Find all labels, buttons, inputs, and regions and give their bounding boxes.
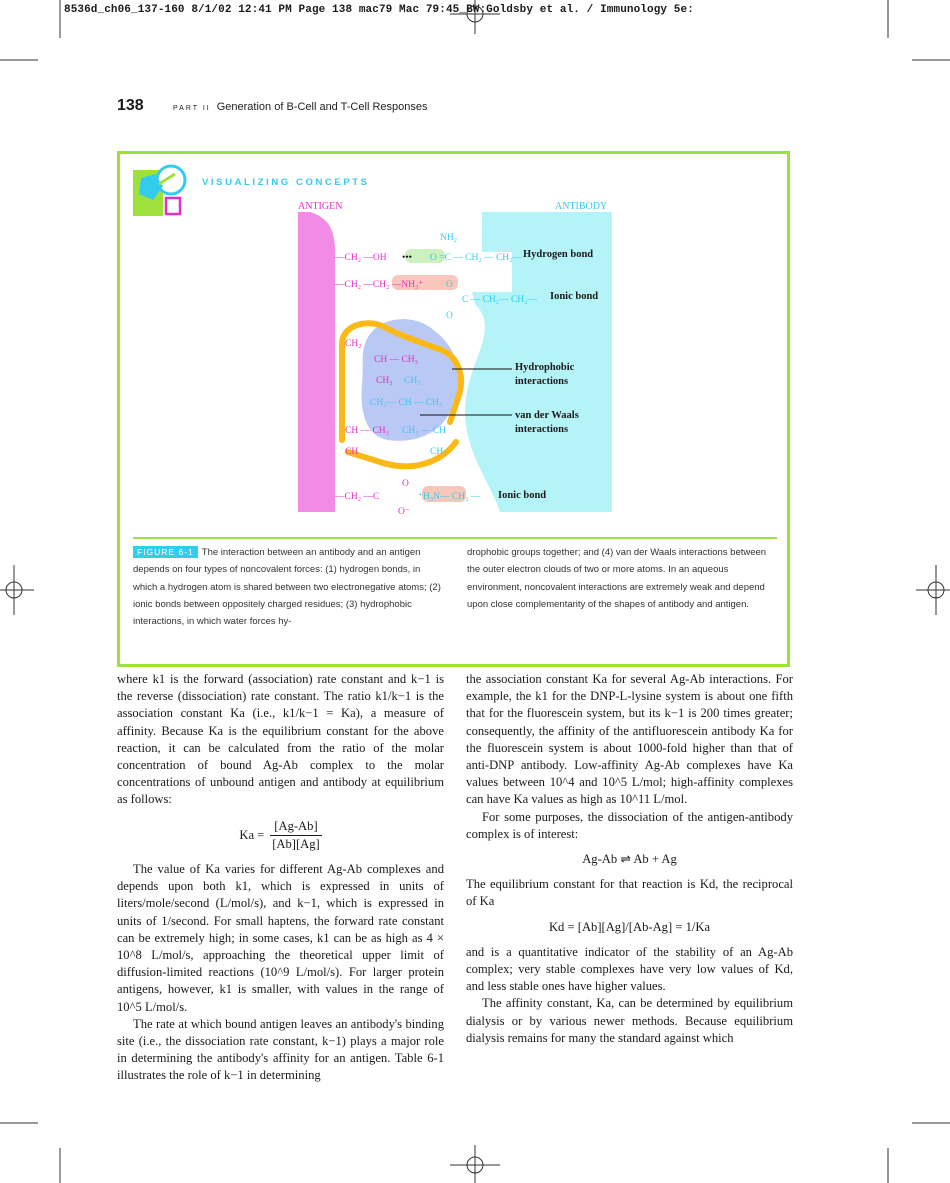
caption-right: drophobic groups together; and (4) van der Waals interactions between the outer electron clouds of two or more atoms. In an aqueous environment, noncovalent interactions are extremely weak and depend upon close complementarity of the shapes of antibody and antigen. <box>467 547 767 610</box>
right-paragraph-5: The affinity constant, Ka, can be determined by equilibrium dialysis or by various newer methods. Because equilibrium dialysis remains for many the standard against which <box>466 996 793 1045</box>
antibody-label: ANTIBODY <box>555 201 608 212</box>
ionic-bond-label-2: Ionic bond <box>498 490 547 501</box>
body-left-column <box>117 671 444 1085</box>
visualizing-concepts-banner: VISUALIZING CONCEPTS <box>202 177 370 188</box>
right-paragraph-1: the association constant Ka for several Ag-Ab interactions. For example, the k1 for the DNP-L-lysine system is about one fifth that for the fluorescein system, but its k−1 is 200 times greater; consequently, the affinity of the antifluorescein antibody Ka for the fluorescein system is about 1000-fold higher than that of anti-DNP antibody. Low-affinity Ag-Ab complexes have Ka values between 10^4 and 10^5 L/mol; high-affinity complexes can have Ka values as high as 10^11 L/mol. <box>466 672 793 807</box>
running-head-title: Generation of B-Cell and T-Cell Responses <box>216 101 428 113</box>
svg-text:CH₃: CH₃ <box>404 376 421 386</box>
svg-text:CH: CH <box>345 447 359 457</box>
equation-dissociation: Ag-Ab ⇌ Ab + Ag <box>582 852 677 867</box>
figure-label: FIGURE 6-1 <box>133 546 198 558</box>
running-head <box>173 101 427 113</box>
ionic-bond-label-1: Ionic bond <box>550 291 599 302</box>
van-der-waals-label: van der Waals interactions <box>515 410 579 435</box>
hydrogen-bond-label: Hydrogen bond <box>523 249 594 260</box>
svg-text:CH — CH₃: CH — CH₃ <box>374 355 418 365</box>
svg-text:⁺H₃N— CH₂ —: ⁺H₃N— CH₂ — <box>418 492 481 502</box>
hydrophobic-label: Hydrophobic interactions <box>515 362 575 387</box>
svg-text:—CH₂ —OH: —CH₂ —OH <box>335 253 387 263</box>
print-slug: 8536d_ch06_137-160 8/1/02 12:41 PM Page 138 mac79 Mac 79:45_BW:Goldsby et al. / Immunology 5e: <box>64 4 694 16</box>
svg-text:NH₂: NH₂ <box>440 233 458 243</box>
svg-text:CH₃: CH₃ <box>430 447 447 457</box>
svg-text:—CH₂ —C: —CH₂ —C <box>335 492 380 502</box>
svg-text:CH — CH₃: CH — CH₃ <box>345 426 389 436</box>
svg-text:O =C — CH₂ — CH₂—: O =C — CH₂ — CH₂— <box>430 253 522 263</box>
body-right-column <box>466 671 793 1047</box>
svg-text:—CH₂ —CH₂ —NH₃⁺: —CH₂ —CH₂ —NH₃⁺ <box>335 280 424 290</box>
right-paragraph-3: The equilibrium constant for that reaction is Kd, the reciprocal of Ka <box>466 877 793 909</box>
caption-left <box>133 544 443 630</box>
svg-text:O⁻: O⁻ <box>398 507 410 517</box>
svg-text:CH₃ — CH: CH₃ — CH <box>402 426 446 436</box>
page-number: 138 <box>117 97 144 114</box>
svg-text:O: O <box>446 311 453 321</box>
antigen-label: ANTIGEN <box>298 201 343 212</box>
svg-text:CH₃— CH — CH₃: CH₃— CH — CH₃ <box>370 398 443 408</box>
equation-denominator: [Ab][Ag] <box>272 836 320 851</box>
equation-lhs: Ka = <box>239 827 265 842</box>
left-paragraph-2: The value of Ka varies for different Ag-Ab complexes and depends upon both k1, which is expressed in units of liters/mole/second (L/mol/s), and k−1, which is expressed in units of 1/second. For small haptens, the forward rate constant can be extremely high; in some cases, k1 can be as high as 4 × 10^8 L/mol/s, approaching the theoretical upper limit of diffusion-limited reactions (10^9 L/mol/s). For larger protein antigens, however, k1 is smaller, with values in the range of 10^5 L/mol/s. <box>117 862 444 1014</box>
antigen-shape <box>298 212 335 512</box>
equation-kd: Kd = [Ab][Ag]/[Ab-Ag] = 1/Ka <box>548 919 711 934</box>
equation-ka <box>117 818 444 853</box>
svg-text:C — CH₂— CH₂—: C — CH₂— CH₂— <box>462 295 537 305</box>
svg-text:CH₃: CH₃ <box>376 376 393 386</box>
visualizing-concepts-icon <box>133 164 189 220</box>
svg-text:•••: ••• <box>402 253 412 263</box>
equation-numerator: [Ag-Ab] <box>270 818 321 836</box>
svg-text:CH₂: CH₂ <box>345 339 362 349</box>
caption-left-text: The interaction between an antibody and an antigen depends on four types of noncovalent forces: (1) hydrogen bonds, in which a hydrogen atom is shared between two electronegative atoms; (2) ionic bonds between oppositely charged residues; (3) hydrophobic interactions, in which water forces hy- <box>133 547 441 628</box>
svg-text:O: O <box>446 280 453 290</box>
left-paragraph-3: The rate at which bound antigen leaves an antibody's binding site (i.e., the dissociation rate constant, k−1) plays a major role in determining the antibody's affinity for an antigen. Table 6-1 illustrates the role of k−1 in determining <box>117 1016 444 1083</box>
left-paragraph-1: where k1 is the forward (association) rate constant and k−1 is the reverse (dissociation) rate constant. The ratio k1/k−1 is the association constant Ka (i.e., k1/k−1 = Ka), a measure of affinity. Because Ka is the equilibrium constant for the above reaction, it can be calculated from the ratio of the molar concentration of bound Ag-Ab complex to the molar concentrations of unbound antigen and antibody at equilibrium as follows: <box>117 672 444 807</box>
caption-rule <box>133 537 777 539</box>
running-head-part: PART II <box>173 105 211 112</box>
right-paragraph-4: and is a quantitative indicator of the stability of an Ag-Ab complex; very stable complexes have very low values of Kd, and less stable ones have higher values. <box>466 944 793 994</box>
right-paragraph-2: For some purposes, the dissociation of the antigen-antibody complex is of interest: <box>466 809 793 841</box>
svg-text:O: O <box>402 479 409 489</box>
